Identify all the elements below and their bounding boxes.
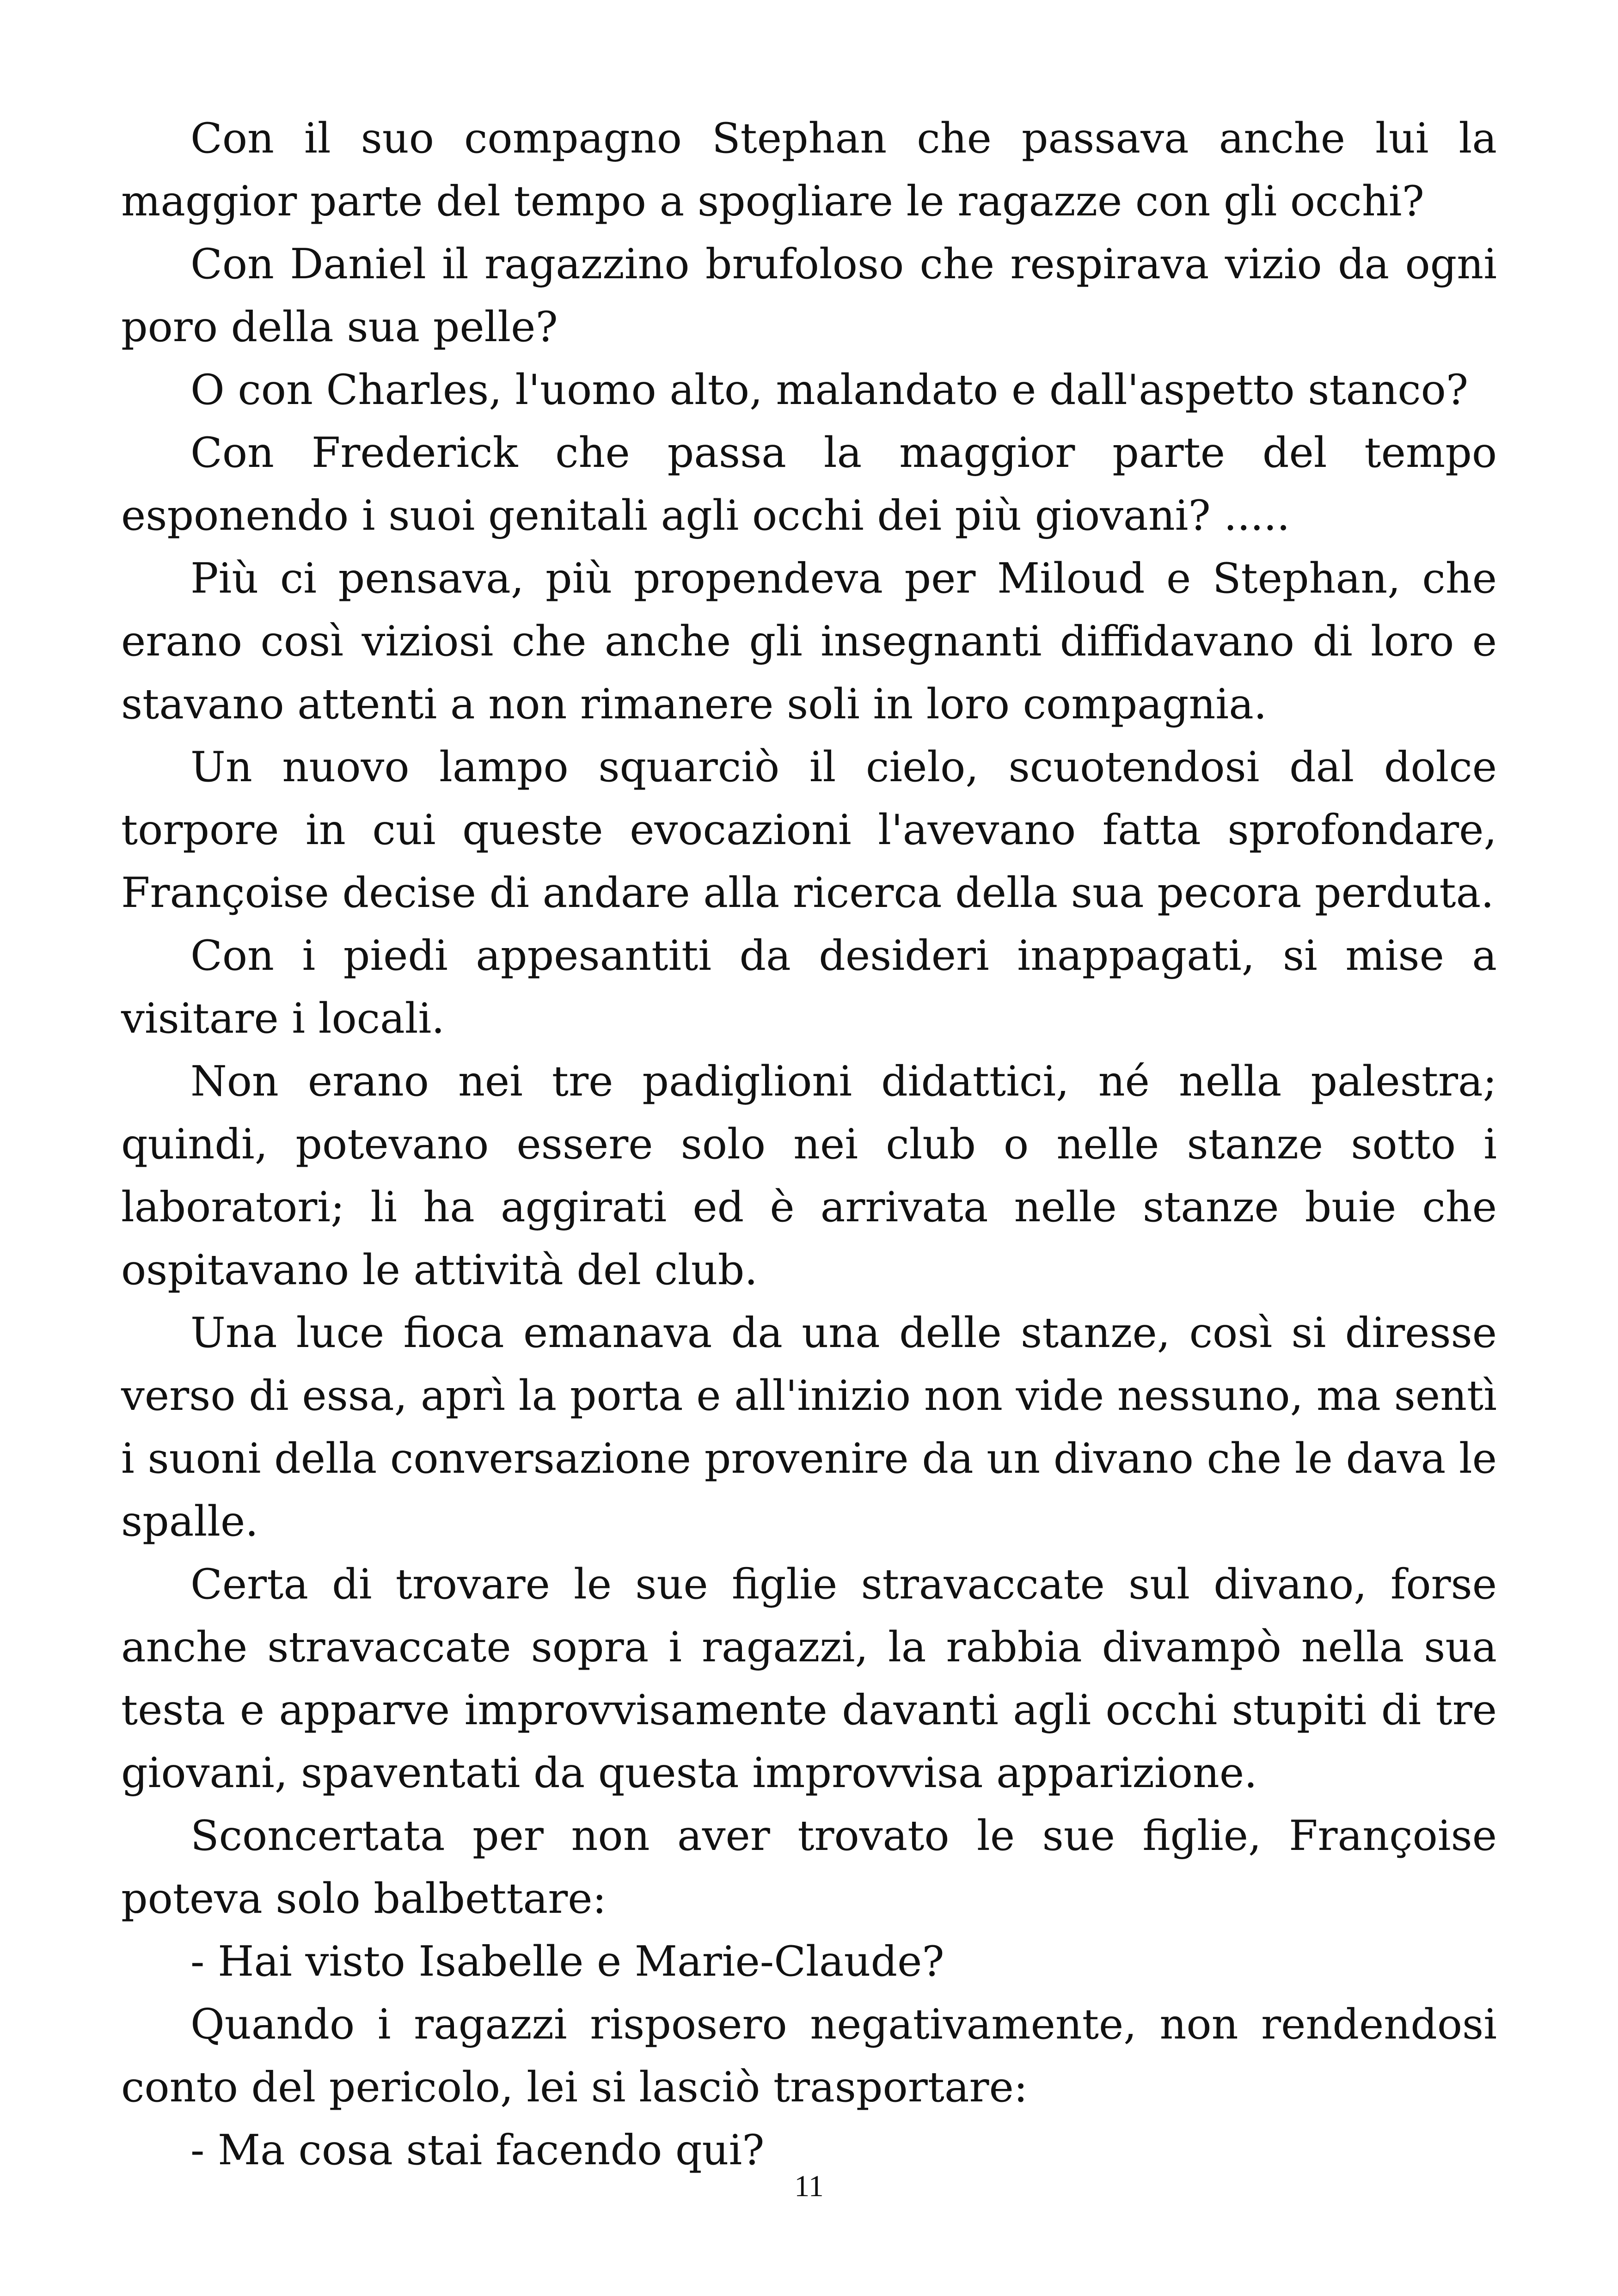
dialogue-line-2: - Ma cosa stai facendo qui? [190,2126,765,2174]
dialogue-line-1: - Hai visto Isabelle e Marie-Claude? [190,1937,944,1986]
paragraph-3: O con Charles, l'uomo alto, malandato e dall'aspetto stanco? [190,366,1469,414]
paragraph-12: Quando i ragazzi risposero negativamente, non rendendosi conto del pericolo, lei si lasciò trasportare: [121,2000,1497,2112]
paragraph-9: Una luce fioca emanava da una delle stanze, così si diresse verso di essa, aprì la porta e all'inizio non vide nessuno, ma sentì i suoni della conversazione provenire da un divano che le dava le spalle. [121,1309,1497,1546]
page-body-text [121,107,1497,2182]
paragraph-11: Sconcertata per non aver trovato le sue figlie, Françoise poteva solo balbettare: [121,1812,1497,1923]
paragraph-2: Con Daniel il ragazzino brufoloso che respirava vizio da ogni poro della sua pelle? [121,240,1497,351]
paragraph-4: Con Frederick che passa la maggior parte del tempo esponendo i suoi genitali agli occhi dei più giovani? ..... [121,429,1497,540]
paragraph-6: Un nuovo lampo squarciò il cielo, scuotendosi dal dolce torpore in cui queste evocazioni l'avevano fatta sprofondare, Françoise decise di andare alla ricerca della sua pecora perduta. [121,743,1497,917]
page-number: 11 [794,2169,824,2203]
paragraph-7: Con i piedi appesantiti da desideri inappagati, si mise a visitare i locali. [121,931,1497,1043]
paragraph-10: Certa di trovare le sue figlie stravaccate sul divano, forse anche stravaccate sopra i ragazzi, la rabbia divampò nella sua testa e apparve improvvisamente davanti agli occhi stupiti di tre giovani, spaventati da questa improvvisa apparizione. [121,1560,1497,1797]
paragraph-5: Più ci pensava, più propendeva per Miloud e Stephan, che erano così viziosi che anche gli insegnanti diffidavano di loro e stavano attenti a non rimanere soli in loro compagnia. [121,554,1497,729]
paragraph-8: Non erano nei tre padiglioni didattici, né nella palestra; quindi, potevano essere solo nei club o nelle stanze sotto i laboratori; li ha aggirati ed è arrivata nelle stanze buie che ospitavano le attività del club. [121,1057,1497,1294]
paragraph-1: Con il suo compagno Stephan che passava anche lui la maggior parte del tempo a spogliare le ragazze con gli occhi? [121,114,1497,226]
